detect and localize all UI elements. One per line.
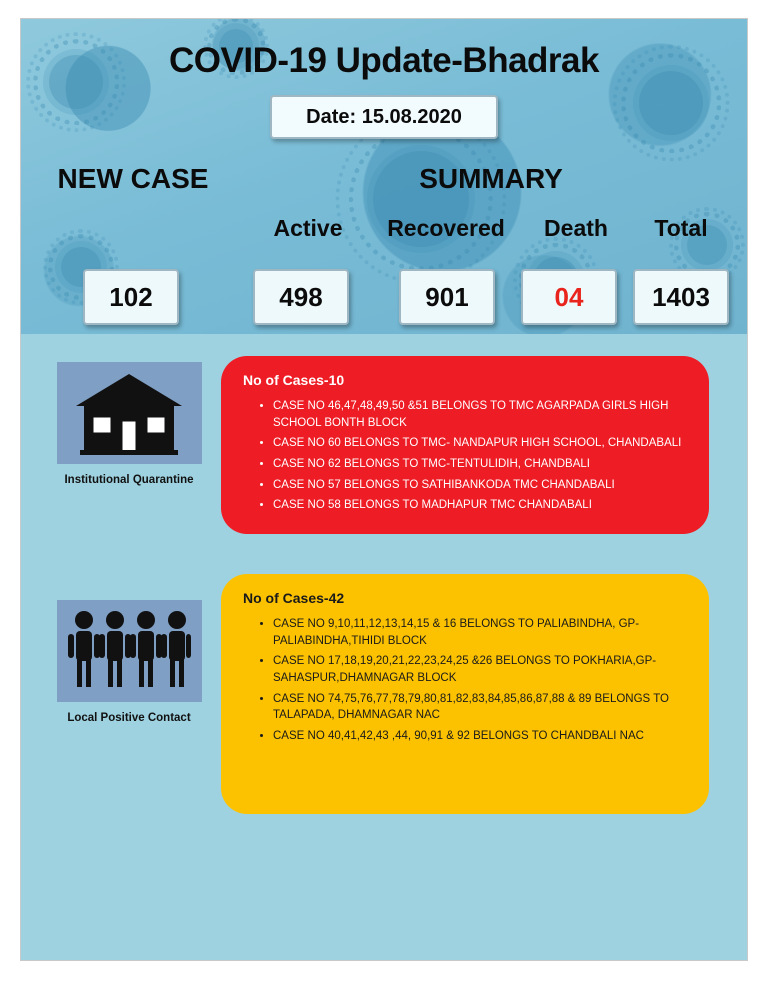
cases-list-local bbox=[239, 616, 691, 745]
column-header-death: Death bbox=[544, 215, 608, 241]
people-group-icon bbox=[57, 600, 202, 702]
value-recovered: 901 bbox=[399, 269, 495, 325]
poster-body bbox=[21, 334, 747, 961]
column-header-active: Active bbox=[273, 215, 343, 241]
list-item: • CASE NO 17,18,19,20,21,22,23,24,25 &26 BELONGS TO POKHARIA,GP-SAHASPUR,DHAMNAGAR BLOCK bbox=[273, 653, 691, 686]
cases-count-title-institutional: No of Cases-10 bbox=[243, 372, 345, 388]
summary-values bbox=[21, 269, 747, 325]
page-title: COVID-19 Update-Bhadrak bbox=[169, 41, 599, 80]
value-total: 1403 bbox=[633, 269, 729, 325]
summary-label: SUMMARY bbox=[419, 163, 563, 194]
list-item: • CASE NO 62 BELONGS TO TMC-TENTULIDIH, CHANDBALI bbox=[273, 456, 691, 473]
list-item: • CASE NO 58 BELONGS TO MADHAPUR TMC CHANDABALI bbox=[273, 497, 691, 514]
column-header-total: Total bbox=[654, 215, 708, 241]
list-item: • CASE NO 9,10,11,12,13,14,15 & 16 BELONGS TO PALIABINDHA, GP-PALIABINDHA,TIHIDI BLOCK bbox=[273, 616, 691, 649]
summary-column-headers bbox=[21, 215, 747, 245]
value-active: 498 bbox=[253, 269, 349, 325]
house-icon bbox=[57, 362, 202, 464]
cases-count-title-local: No of Cases-42 bbox=[243, 590, 345, 606]
icon-caption-institutional: Institutional Quarantine bbox=[64, 474, 194, 486]
date-text: Date: 15.08.2020 bbox=[306, 105, 462, 128]
list-item: • CASE NO 40,41,42,43 ,44, 90,91 & 92 BELONGS TO CHANDBALI NAC bbox=[273, 728, 691, 745]
section-labels bbox=[21, 163, 747, 201]
icon-caption-local: Local Positive Contact bbox=[67, 712, 191, 724]
value-death: 04 bbox=[521, 269, 617, 325]
icon-column-institutional bbox=[43, 362, 215, 486]
poster bbox=[20, 18, 748, 961]
cases-list-institutional bbox=[239, 398, 691, 514]
cases-card-institutional bbox=[221, 356, 709, 534]
list-item: • CASE NO 57 BELONGS TO SATHIBANKODA TMC CHANDABALI bbox=[273, 477, 691, 494]
date-badge bbox=[270, 95, 498, 139]
column-header-recovered: Recovered bbox=[387, 215, 505, 241]
value-new-case: 102 bbox=[83, 269, 179, 325]
list-item: • CASE NO 60 BELONGS TO TMC- NANDAPUR HIGH SCHOOL, CHANDABALI bbox=[273, 435, 691, 452]
cases-card-local bbox=[221, 574, 709, 814]
new-case-label: NEW CASE bbox=[57, 163, 209, 194]
poster-header bbox=[21, 19, 747, 334]
list-item: • CASE NO 46,47,48,49,50 &51 BELONGS TO TMC AGARPADA GIRLS HIGH SCHOOL BONTH BLOCK bbox=[273, 398, 691, 431]
icon-column-local bbox=[43, 600, 215, 724]
list-item: • CASE NO 74,75,76,77,78,79,80,81,82,83,84,85,86,87,88 & 89 BELONGS TO TALAPADA, DHAMNAGAR NAC bbox=[273, 691, 691, 724]
